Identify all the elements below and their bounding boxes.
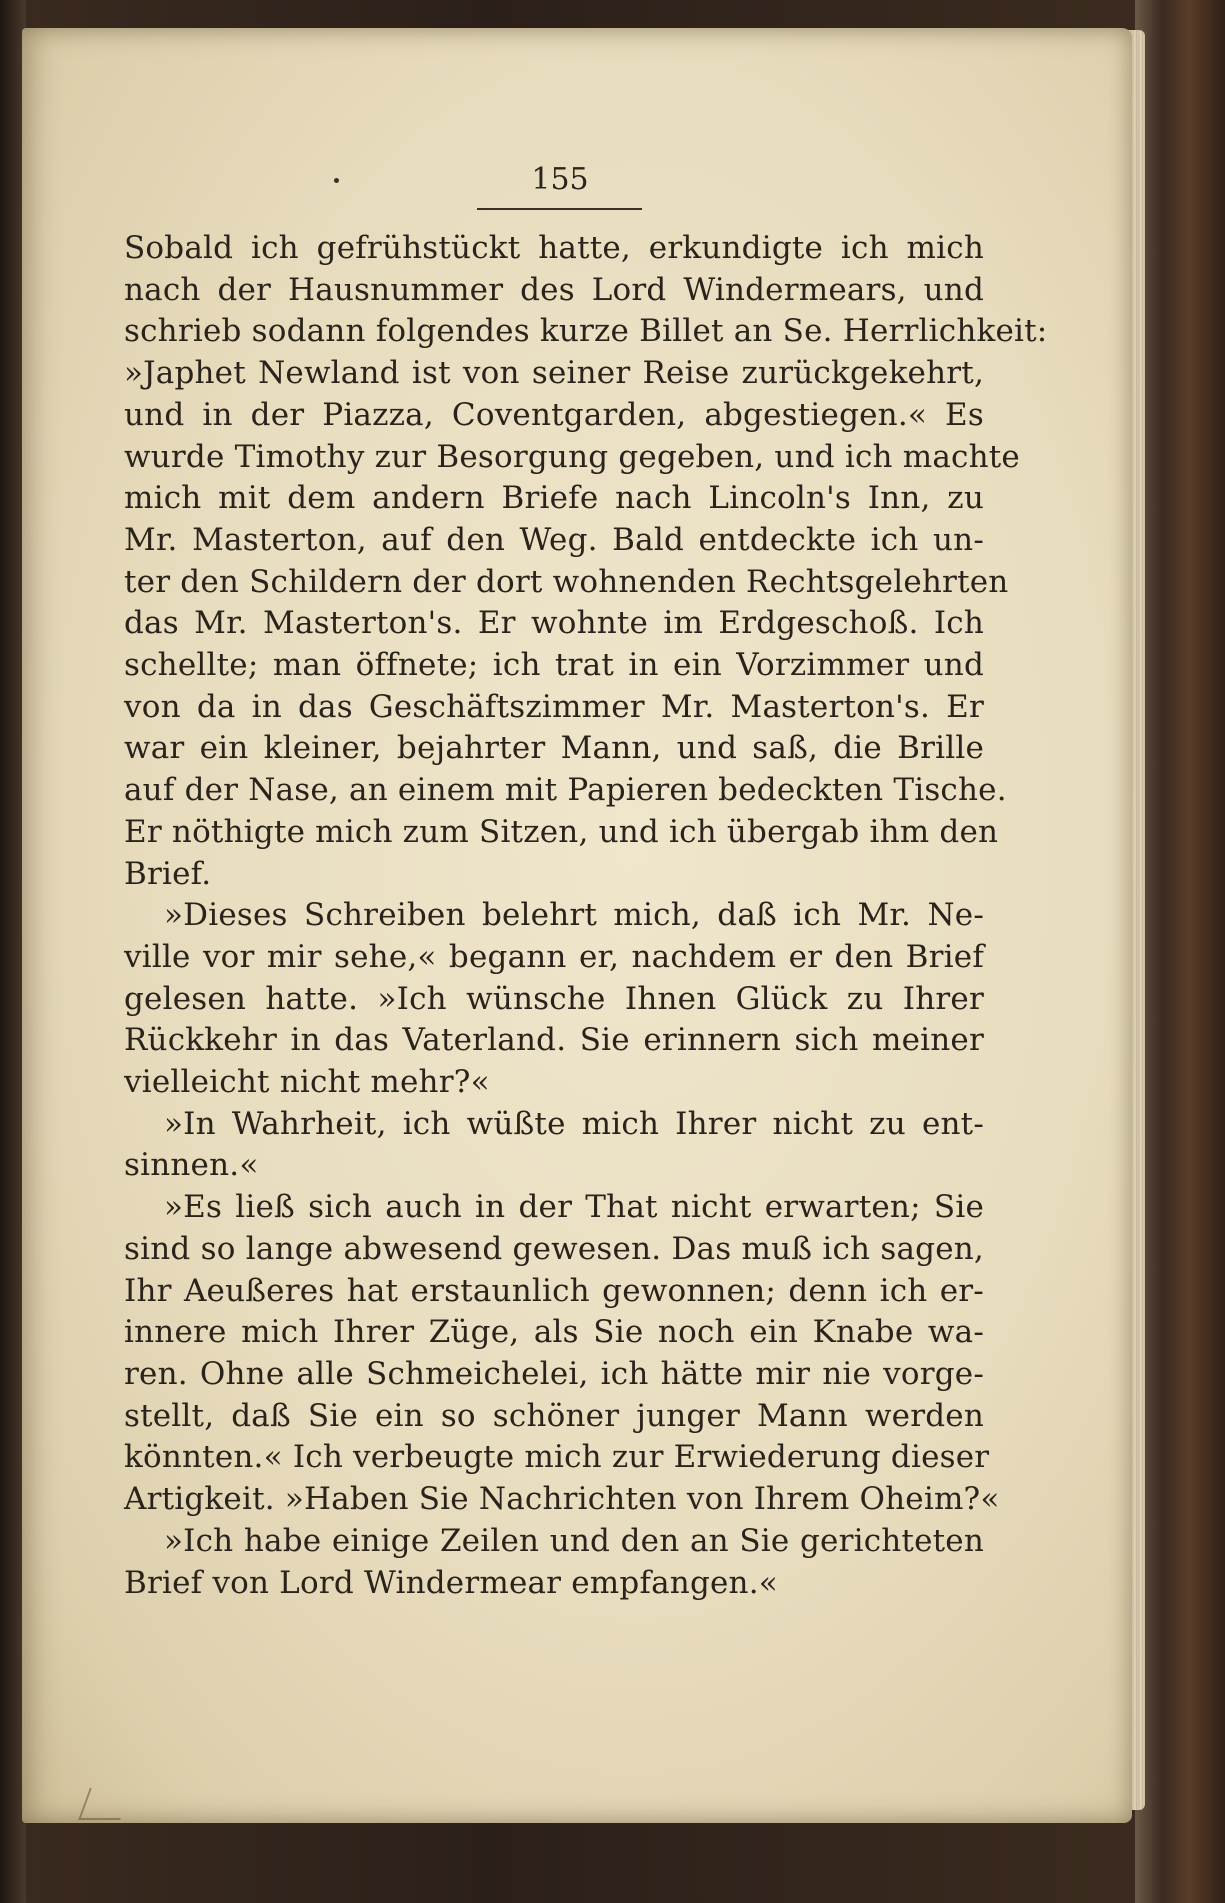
header-rule [477, 208, 642, 210]
page-header [22, 158, 1132, 210]
text-line: »Ich habe einige Zeilen und den an Sie gerichteten [164, 1522, 984, 1559]
text-line: Ihr Aeußeres hat erstaunlich gewonnen; denn ich er- [124, 1272, 984, 1309]
text-line: auf der Nase, an einem mit Papieren bedeckten Tische. [124, 772, 1007, 809]
ink-dot [334, 178, 339, 183]
text-line: »Es ließ sich auch in der That nicht erwarten; Sie [164, 1189, 984, 1226]
text-line: nach der Hausnummer des Lord Windermears, und [124, 271, 984, 308]
body-text [124, 228, 1048, 1604]
text-line: Sobald ich gefrühstückt hatte, erkundigte ich mich [124, 230, 984, 266]
text-line: sinnen.« [124, 1147, 259, 1184]
text-line: stellt, daß Sie ein so schöner junger Mann werden [124, 1397, 984, 1434]
text-line: ville vor mir sehe,« begann er, nachdem er den Brief [124, 938, 984, 975]
text-line: und in der Piazza, Coventgarden, abgestiegen.« Es [124, 396, 984, 433]
text-line: Mr. Masterton, auf den Weg. Bald entdeckte ich un- [124, 521, 984, 558]
text-line: könnten.« Ich verbeugte mich zur Erwiederung dieser [124, 1439, 990, 1476]
text-line: ren. Ohne alle Schmeichelei, ich hätte mir nie vorge- [124, 1355, 984, 1392]
text-line: schellte; man öffnete; ich trat in ein Vorzimmer und [124, 647, 984, 684]
text-line: das Mr. Masterton's. Er wohnte im Erdgeschoß. Ich [124, 605, 984, 642]
text-line: »In Wahrheit, ich wüßte mich Ihrer nicht zu ent- [164, 1105, 984, 1142]
text-line: innere mich Ihrer Züge, als Sie noch ein Knabe wa- [124, 1314, 984, 1351]
text-line: Brief von Lord Windermear empfangen.« [124, 1564, 778, 1601]
text-line: Rückkehr in das Vaterland. Sie erinnern sich meiner [124, 1022, 984, 1059]
text-line: Brief. [124, 855, 212, 892]
text-line: vielleicht nicht mehr?« [124, 1064, 490, 1101]
page-number: 155 [531, 162, 589, 197]
book-cover-edge [1135, 0, 1225, 1903]
text-line: schrieb sodann folgendes kurze Billet an Se. Herrlichkeit: [124, 313, 1048, 350]
text-line: von da in das Geschäftszimmer Mr. Masterton's. Er [124, 688, 984, 725]
text-line: Artigkeit. »Haben Sie Nachrichten von Ihrem Oheim?« [124, 1481, 1000, 1518]
pencil-mark [78, 1788, 132, 1820]
text-line: »Japhet Newland ist von seiner Reise zurückgekehrt, [124, 355, 984, 392]
text-line: wurde Timothy zur Besorgung gegeben, und ich machte [124, 438, 1020, 475]
text-line: mich mit dem andern Briefe nach Lincoln's Inn, zu [124, 480, 984, 517]
text-line: gelesen hatte. »Ich wünsche Ihnen Glück zu Ihrer [124, 980, 984, 1017]
text-line: sind so lange abwesend gewesen. Das muß ich sagen, [124, 1230, 984, 1267]
text-line: war ein kleiner, bejahrter Mann, und saß, die Brille [124, 730, 984, 767]
text-line: »Dieses Schreiben belehrt mich, daß ich Mr. Ne- [164, 897, 984, 934]
text-line: Er nöthigte mich zum Sitzen, und ich übergab ihm den [124, 813, 999, 850]
text-line: ter den Schildern der dort wohnenden Rechtsgelehrten [124, 563, 1009, 600]
book-page [22, 28, 1132, 1823]
